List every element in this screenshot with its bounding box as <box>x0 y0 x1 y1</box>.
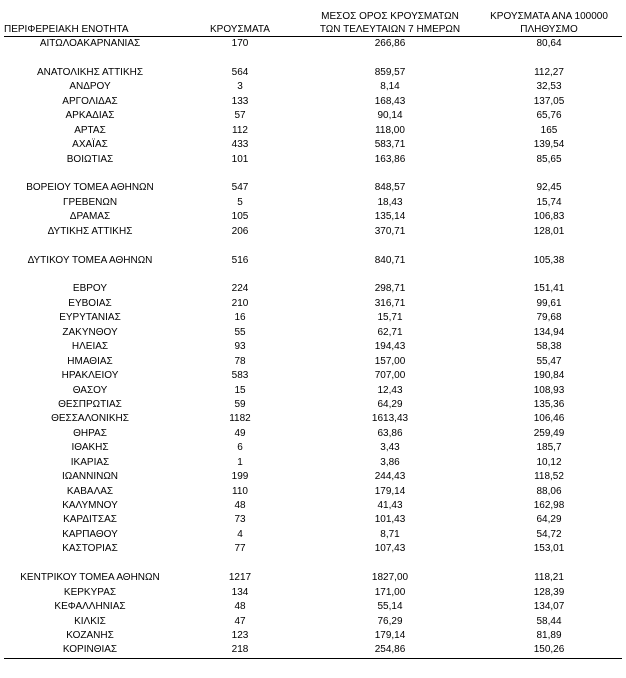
cell-region: ΙΚΑΡΙΑΣ <box>70 456 110 468</box>
cell-region: ΙΘΑΚΗΣ <box>71 442 109 454</box>
cell-avg7: 12,43 <box>377 384 403 396</box>
table-row <box>4 210 622 224</box>
cell-cases: 49 <box>234 427 246 439</box>
cell-per100k: 137,05 <box>533 95 565 107</box>
cell-region: ΘΕΣΠΡΩΤΙΑΣ <box>58 398 122 410</box>
header-avg7 <box>304 8 476 37</box>
cell-cases: 583 <box>231 370 249 382</box>
cell-per100k: 118,21 <box>534 572 564 584</box>
cell-region: ΗΜΑΘΙΑΣ <box>67 355 113 367</box>
cell-cases: 59 <box>234 398 246 410</box>
cell-avg7: 157,00 <box>374 355 406 367</box>
cell-cases: 47 <box>234 615 246 627</box>
table-row <box>4 384 622 398</box>
cell-per100k: 32,53 <box>536 81 562 93</box>
cell-per100k: 118,52 <box>534 471 564 483</box>
cell-region: ΑΝΔΡΟΥ <box>69 81 111 93</box>
header-row <box>4 8 622 37</box>
cell-region: ΚΙΛΚΙΣ <box>74 615 106 627</box>
header-per100k-line1: ΚΡΟΥΣΜΑΤΑ ΑΝΑ 100000 <box>490 11 608 22</box>
cell-region: ΘΗΡΑΣ <box>73 427 107 439</box>
table-row <box>4 629 622 643</box>
cell-per100k: 162,98 <box>533 500 565 512</box>
cell-region: ΑΝΑΤΟΛΙΚΗΣ ΑΤΤΙΚΗΣ <box>36 66 144 78</box>
table-row <box>4 80 622 94</box>
cell-cases: 564 <box>231 66 249 78</box>
spacer-row <box>4 51 622 65</box>
spacer-cell <box>4 239 622 253</box>
table-row <box>4 398 622 412</box>
cell-per100k: 64,29 <box>536 514 562 526</box>
cell-cases: 57 <box>234 110 246 122</box>
header-avg7-line1: ΜΕΣΟΣ ΟΡΟΣ ΚΡΟΥΣΜΑΤΩΝ <box>321 11 459 22</box>
cell-cases: 547 <box>231 182 249 194</box>
table-row <box>4 571 622 585</box>
table-row <box>4 427 622 441</box>
table-row <box>4 412 622 426</box>
cell-cases: 110 <box>232 485 248 497</box>
cell-per100k: 150,26 <box>476 643 622 658</box>
cell-avg7: 3,43 <box>380 442 400 454</box>
cell-cases: 16 <box>234 312 246 324</box>
header-cases: ΚΡΟΥΣΜΑΤΑ <box>176 8 304 37</box>
cell-region: ΖΑΚΥΝΘΟΥ <box>62 326 118 338</box>
cell-per100k: 151,41 <box>533 283 565 295</box>
cell-per100k: 128,39 <box>533 586 565 598</box>
cell-per100k: 139,54 <box>533 139 565 151</box>
cell-region: ΑΡΤΑΣ <box>74 124 106 136</box>
cell-avg7: 55,14 <box>377 601 403 613</box>
cell-cases: 210 <box>231 297 249 309</box>
cell-per100k: 58,38 <box>536 341 562 353</box>
cell-region: ΔΡΑΜΑΣ <box>69 211 111 223</box>
cell-per100k: 99,61 <box>536 297 562 309</box>
cell-avg7: 107,43 <box>374 543 406 555</box>
table-row <box>4 109 622 123</box>
cell-cases: 93 <box>234 341 246 353</box>
cell-region: ΚΟΡΙΝΘΙΑΣ <box>4 643 176 658</box>
cell-cases: 73 <box>234 514 246 526</box>
cell-avg7: 18,43 <box>377 196 403 208</box>
cell-cases: 5 <box>237 196 243 208</box>
cell-region: ΒΟΡΕΙΟΥ ΤΟΜΕΑ ΑΘΗΝΩΝ <box>26 182 154 194</box>
cell-avg7: 41,43 <box>377 500 403 512</box>
cell-per100k: 135,36 <box>533 398 565 410</box>
cell-per100k: 106,83 <box>533 211 565 223</box>
cell-avg7: 1827,00 <box>371 572 409 584</box>
cell-per100k: 134,94 <box>533 326 565 338</box>
cell-region: ΔΥΤΙΚΗΣ ΑΤΤΙΚΗΣ <box>47 225 133 237</box>
cell-avg7: 8,71 <box>380 528 400 540</box>
cell-per100k: 128,01 <box>533 225 565 237</box>
cell-region: ΕΒΡΟΥ <box>72 283 108 295</box>
table-row <box>4 441 622 455</box>
cell-avg7: 8,14 <box>380 81 400 93</box>
table-row <box>4 586 622 600</box>
cell-per100k: 79,68 <box>536 312 562 324</box>
table-row <box>4 600 622 614</box>
table-row <box>4 153 622 167</box>
cell-per100k: 81,89 <box>536 629 562 641</box>
cell-avg7: 135,14 <box>374 211 406 223</box>
cell-cases: 516 <box>231 254 249 266</box>
cell-region: ΚΕΦΑΛΛΗΝΙΑΣ <box>54 601 126 613</box>
cell-per100k: 58,44 <box>536 615 562 627</box>
cell-per100k: 105,38 <box>533 254 565 266</box>
cell-cases: 123 <box>231 629 249 641</box>
cell-avg7: 118,00 <box>375 124 405 136</box>
cell-cases: 101 <box>231 153 249 165</box>
cell-avg7: 254,86 <box>304 643 476 658</box>
header-region: ΠΕΡΙΦΕΡΕΙΑΚΗ ΕΝΟΤΗΤΑ <box>4 8 176 37</box>
cell-per100k: 106,46 <box>533 413 565 425</box>
cell-avg7: 90,14 <box>377 110 403 122</box>
cell-per100k: 190,84 <box>533 370 565 382</box>
spacer-cell <box>4 557 622 571</box>
cell-cases: 170 <box>231 38 249 50</box>
table-row <box>4 355 622 369</box>
cell-avg7: 62,71 <box>377 326 403 338</box>
cell-per100k: 88,06 <box>536 485 562 497</box>
cell-cases: 105 <box>231 211 249 223</box>
table-row <box>4 499 622 513</box>
cell-region: ΘΕΣΣΑΛΟΝΙΚΗΣ <box>51 413 129 425</box>
table-row <box>4 181 622 195</box>
cell-region: ΑΧΑΪΑΣ <box>72 139 108 151</box>
cell-cases: 48 <box>234 601 246 613</box>
cell-cases: 206 <box>231 225 249 237</box>
spacer-cell <box>4 268 622 282</box>
cell-cases: 6 <box>237 442 243 454</box>
cell-avg7: 266,86 <box>374 38 406 50</box>
table-row <box>4 66 622 80</box>
header-avg7-line2: ΤΩΝ ΤΕΛΕΥΤΑΙΩΝ 7 ΗΜΕΡΩΝ <box>319 24 461 35</box>
table-row <box>4 643 622 658</box>
cell-per100k: 259,49 <box>533 427 565 439</box>
table-row <box>4 282 622 296</box>
cell-cases: 224 <box>231 283 249 295</box>
spacer-row <box>4 268 622 282</box>
table-row <box>4 225 622 239</box>
cell-avg7: 370,71 <box>374 225 406 237</box>
cell-avg7: 848,57 <box>374 182 406 194</box>
cell-avg7: 1613,43 <box>371 413 409 425</box>
cell-region: ΚΑΒΑΛΑΣ <box>66 485 114 497</box>
cell-per100k: 134,07 <box>533 601 565 613</box>
table-row <box>4 95 622 109</box>
cell-region: ΑΡΓΟΛΙΔΑΣ <box>62 95 118 107</box>
table-row <box>4 326 622 340</box>
cell-avg7: 583,71 <box>374 139 406 151</box>
cell-region: ΗΛΕΙΑΣ <box>71 341 109 353</box>
cell-per100k: 54,72 <box>536 528 562 540</box>
cell-avg7: 168,43 <box>374 95 406 107</box>
cell-region: ΚΑΡΔΙΤΣΑΣ <box>63 514 117 526</box>
cell-region: ΚΑΡΠΑΘΟΥ <box>62 528 118 540</box>
cell-region: ΑΡΚΑΔΙΑΣ <box>65 110 115 122</box>
cell-region: ΕΥΒΟΙΑΣ <box>68 297 112 309</box>
table-row <box>4 297 622 311</box>
cell-cases: 133 <box>231 95 249 107</box>
cell-cases: 77 <box>234 543 246 555</box>
cell-region: ΘΑΣΟΥ <box>72 384 108 396</box>
spacer-row <box>4 557 622 571</box>
table-row <box>4 340 622 354</box>
cell-region: ΔΥΤΙΚΟΥ ΤΟΜΕΑ ΑΘΗΝΩΝ <box>27 254 153 266</box>
table-row <box>4 37 622 52</box>
cell-cases: 1 <box>237 456 243 468</box>
cell-per100k: 80,64 <box>536 38 562 50</box>
cell-per100k: 165 <box>540 124 558 136</box>
table-row <box>4 369 622 383</box>
cell-region: ΗΡΑΚΛΕΙΟΥ <box>61 370 119 382</box>
cell-cases: 4 <box>237 528 243 540</box>
cell-region: ΚΕΡΚΥΡΑΣ <box>63 586 117 598</box>
cell-cases: 15 <box>234 384 246 396</box>
table-row <box>4 254 622 268</box>
cell-per100k: 185,7 <box>536 442 562 454</box>
cell-region: ΓΡΕΒΕΝΩΝ <box>62 196 118 208</box>
cell-per100k: 15,74 <box>536 196 562 208</box>
spacer-row <box>4 167 622 181</box>
cell-avg7: 163,86 <box>374 153 406 165</box>
cell-per100k: 92,45 <box>536 182 562 194</box>
cell-cases: 1217 <box>228 572 252 584</box>
cell-region: ΙΩΑΝΝΙΝΩΝ <box>61 471 119 483</box>
table-row <box>4 138 622 152</box>
cell-avg7: 194,43 <box>374 341 406 353</box>
cell-region: ΚΟΖΑΝΗΣ <box>66 629 114 641</box>
cell-cases: 55 <box>234 326 246 338</box>
cell-avg7: 298,71 <box>374 283 406 295</box>
cell-avg7: 171,00 <box>374 586 406 598</box>
cell-avg7: 64,29 <box>377 398 403 410</box>
table-row <box>4 528 622 542</box>
cell-region: ΚΕΝΤΡΙΚΟΥ ΤΟΜΕΑ ΑΘΗΝΩΝ <box>20 572 160 584</box>
table-row <box>4 456 622 470</box>
table-body <box>4 37 622 659</box>
table-row <box>4 124 622 138</box>
cell-per100k: 108,93 <box>533 384 565 396</box>
cell-region: ΚΑΛΥΜΝΟΥ <box>62 500 118 512</box>
cell-per100k: 55,47 <box>536 355 562 367</box>
spacer-cell <box>4 167 622 181</box>
cell-avg7: 840,71 <box>374 254 406 266</box>
header-per100k-line2: ΠΛΗΘΥΣΜΟ <box>520 24 578 35</box>
cell-avg7: 179,14 <box>374 629 406 641</box>
cell-cases: 134 <box>231 586 249 598</box>
spacer-cell <box>4 51 622 65</box>
cell-per100k: 85,65 <box>536 153 562 165</box>
table-row <box>4 311 622 325</box>
spacer-row <box>4 239 622 253</box>
cell-cases: 3 <box>237 81 243 93</box>
table-row <box>4 196 622 210</box>
table-row <box>4 542 622 556</box>
cell-avg7: 76,29 <box>377 615 403 627</box>
cell-avg7: 316,71 <box>374 297 406 309</box>
cell-region: ΚΑΣΤΟΡΙΑΣ <box>62 543 118 555</box>
cases-table <box>4 8 622 659</box>
cell-avg7: 244,43 <box>374 471 406 483</box>
cell-avg7: 707,00 <box>374 370 406 382</box>
cell-cases: 1182 <box>229 413 251 425</box>
cell-region: ΕΥΡΥΤΑΝΙΑΣ <box>59 312 121 324</box>
table-row <box>4 615 622 629</box>
cell-avg7: 15,71 <box>377 312 403 324</box>
cell-avg7: 101,43 <box>374 514 406 526</box>
cell-per100k: 153,01 <box>533 543 565 555</box>
table-row <box>4 513 622 527</box>
cell-cases: 78 <box>234 355 246 367</box>
cell-region: ΒΟΙΩΤΙΑΣ <box>66 153 114 165</box>
cell-per100k: 112,27 <box>534 66 564 78</box>
cell-cases: 218 <box>176 643 304 658</box>
table-row <box>4 485 622 499</box>
cell-per100k: 10,12 <box>536 456 562 468</box>
table-header <box>4 8 622 37</box>
cell-avg7: 63,86 <box>377 427 403 439</box>
cell-avg7: 3,86 <box>380 456 400 468</box>
cell-avg7: 859,57 <box>374 66 406 78</box>
cell-cases: 433 <box>231 139 249 151</box>
cell-per100k: 65,76 <box>536 110 562 122</box>
cell-avg7: 179,14 <box>374 485 406 497</box>
header-per100k <box>476 8 622 37</box>
cell-region: ΑΙΤΩΛΟΑΚΑΡΝΑΝΙΑΣ <box>39 38 141 50</box>
cell-cases: 48 <box>234 500 246 512</box>
table-row <box>4 470 622 484</box>
cell-cases: 112 <box>232 124 248 136</box>
cell-cases: 199 <box>231 471 249 483</box>
